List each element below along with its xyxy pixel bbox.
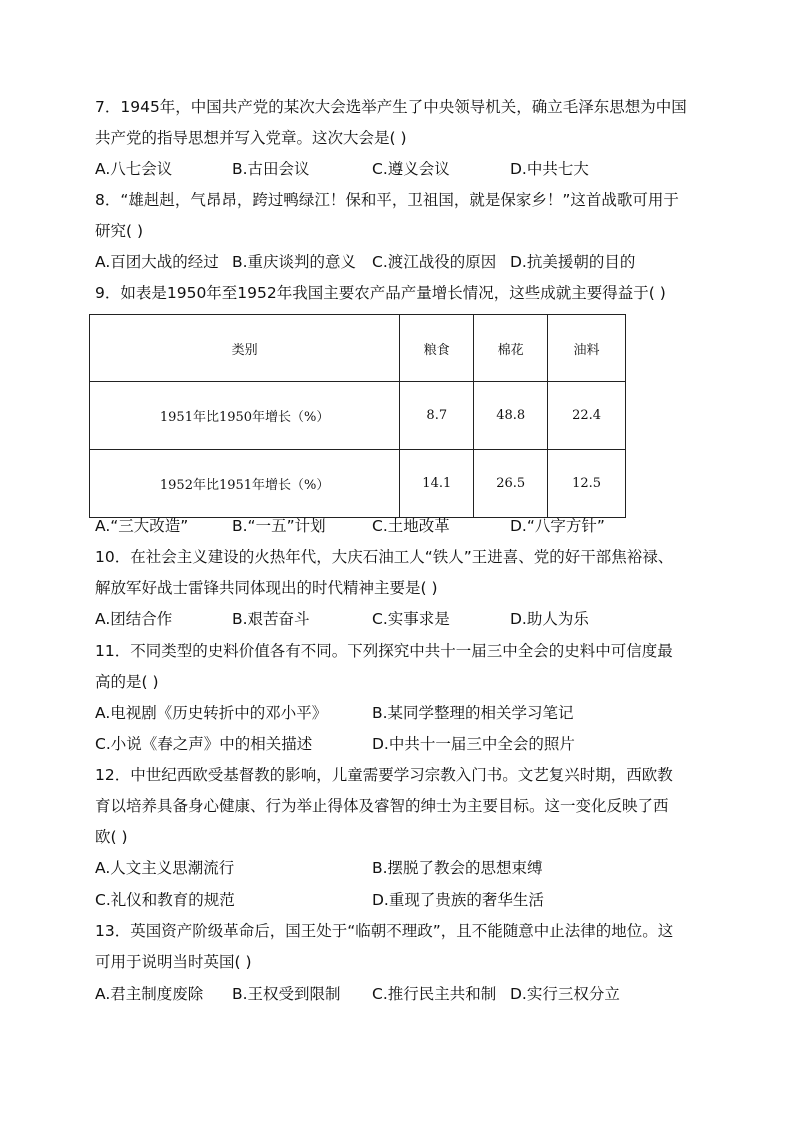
question-10-option-a[interactable]: A.团结合作 [95,610,173,628]
question-9-option-d[interactable]: D.“八字方针” [510,517,605,535]
question-13-line-1: 13．英国资产阶级革命后，国王处于“临朝不理政”，且不能随意中止法律的地位。这 [95,922,674,940]
question-10-line-1: 10．在社会主义建设的火热年代，大庆石油工人“铁人”王进喜、党的好干部焦裕禄、 [95,548,674,566]
question-8-line-2: 研究( ) [95,222,144,240]
question-9-option-c[interactable]: C.土地改革 [372,517,450,535]
question-13-option-c[interactable]: C.推行民主共和制 [372,985,497,1003]
question-13-option-a[interactable]: A.君主制度废除 [95,985,204,1003]
question-8-option-c[interactable]: C.渡江战役的原因 [372,253,497,271]
question-8-option-d[interactable]: D.抗美援朝的目的 [510,253,636,271]
table-header-cell: 棉花 [474,315,548,382]
table-row [90,450,626,518]
table-cell: 22.4 [548,382,626,450]
table-cell: 1951年比1950年增长（%） [90,382,400,450]
question-12-option-b[interactable]: B.摆脱了教会的思想束缚 [372,859,543,877]
question-9-line-1: 9．如表是1950年至1952年我国主要农产品产量增长情况，这些成就主要得益于( ) [95,284,666,302]
question-11-option-c[interactable]: C.小说《春之声》中的相关描述 [95,735,313,753]
question-7-option-d[interactable]: D.中共七大 [510,160,589,178]
question-10-option-c[interactable]: C.实事求是 [372,610,450,628]
table-cell: 12.5 [548,450,626,518]
question-7-option-b[interactable]: B.古田会议 [232,160,310,178]
question-8-option-a[interactable]: A.百团大战的经过 [95,253,219,271]
question-13-option-b[interactable]: B.王权受到限制 [232,985,341,1003]
table-cell: 8.7 [400,382,474,450]
question-13-option-d[interactable]: D.实行三权分立 [510,985,620,1003]
question-11-option-a[interactable]: A.电视剧《历史转折中的邓小平》 [95,704,328,722]
question-7-line-1: 7．1945年，中国共产党的某次大会选举产生了中央领导机关，确立毛泽东思想为中国 [95,98,687,116]
question-12-line-1: 12．中世纪西欧受基督教的影响，儿童需要学习宗教入门书。文艺复兴时期，西欧教 [95,766,673,784]
question-11-option-d[interactable]: D.中共十一届三中全会的照片 [372,735,575,753]
table-cell: 1952年比1951年增长（%） [90,450,400,518]
question-7-option-a[interactable]: A.八七会议 [95,160,173,178]
question-8-line-1: 8．“雄赳赳，气昂昂，跨过鸭绿江！保和平，卫祖国，就是保家乡！”这首战歌可用于 [95,191,679,209]
table-cell: 48.8 [474,382,548,450]
question-8-option-b[interactable]: B.重庆谈判的意义 [232,253,357,271]
table-header-row [90,315,626,382]
question-9-option-b[interactable]: B.“一五”计划 [232,517,326,535]
question-10-option-d[interactable]: D.助人为乐 [510,610,589,628]
question-7-option-c[interactable]: C.遵义会议 [372,160,450,178]
question-11-line-1: 11．不同类型的史料价值各有不同。下列探究中共十一届三中全会的史料中可信度最 [95,642,673,660]
table-header-cell: 类别 [90,315,400,382]
question-10-option-b[interactable]: B.艰苦奋斗 [232,610,310,628]
table-header-cell: 油料 [548,315,626,382]
table-cell: 14.1 [400,450,474,518]
question-11-option-b[interactable]: B.某同学整理的相关学习笔记 [372,704,574,722]
question-12-line-2: 育以培养具备身心健康、行为举止得体及睿智的绅士为主要目标。这一变化反映了西 [95,797,669,815]
production-growth-table [89,314,626,518]
question-12-option-a[interactable]: A.人文主义思潮流行 [95,859,235,877]
question-13-line-2: 可用于说明当时英国( ) [95,953,252,971]
table-cell: 26.5 [474,450,548,518]
question-10-line-2: 解放军好战士雷锋共同体现出的时代精神主要是( ) [95,579,438,597]
question-12-line-3: 欧( ) [95,828,128,846]
table-row [90,382,626,450]
question-12-option-d[interactable]: D.重现了贵族的奢华生活 [372,891,544,909]
question-11-line-2: 高的是( ) [95,673,159,691]
table-header-cell: 粮食 [400,315,474,382]
question-9-option-a[interactable]: A.“三大改造” [95,517,189,535]
question-12-option-c[interactable]: C.礼仪和教育的规范 [95,891,235,909]
question-7-line-2: 共产党的指导思想并写入党章。这次大会是( ) [95,129,407,147]
